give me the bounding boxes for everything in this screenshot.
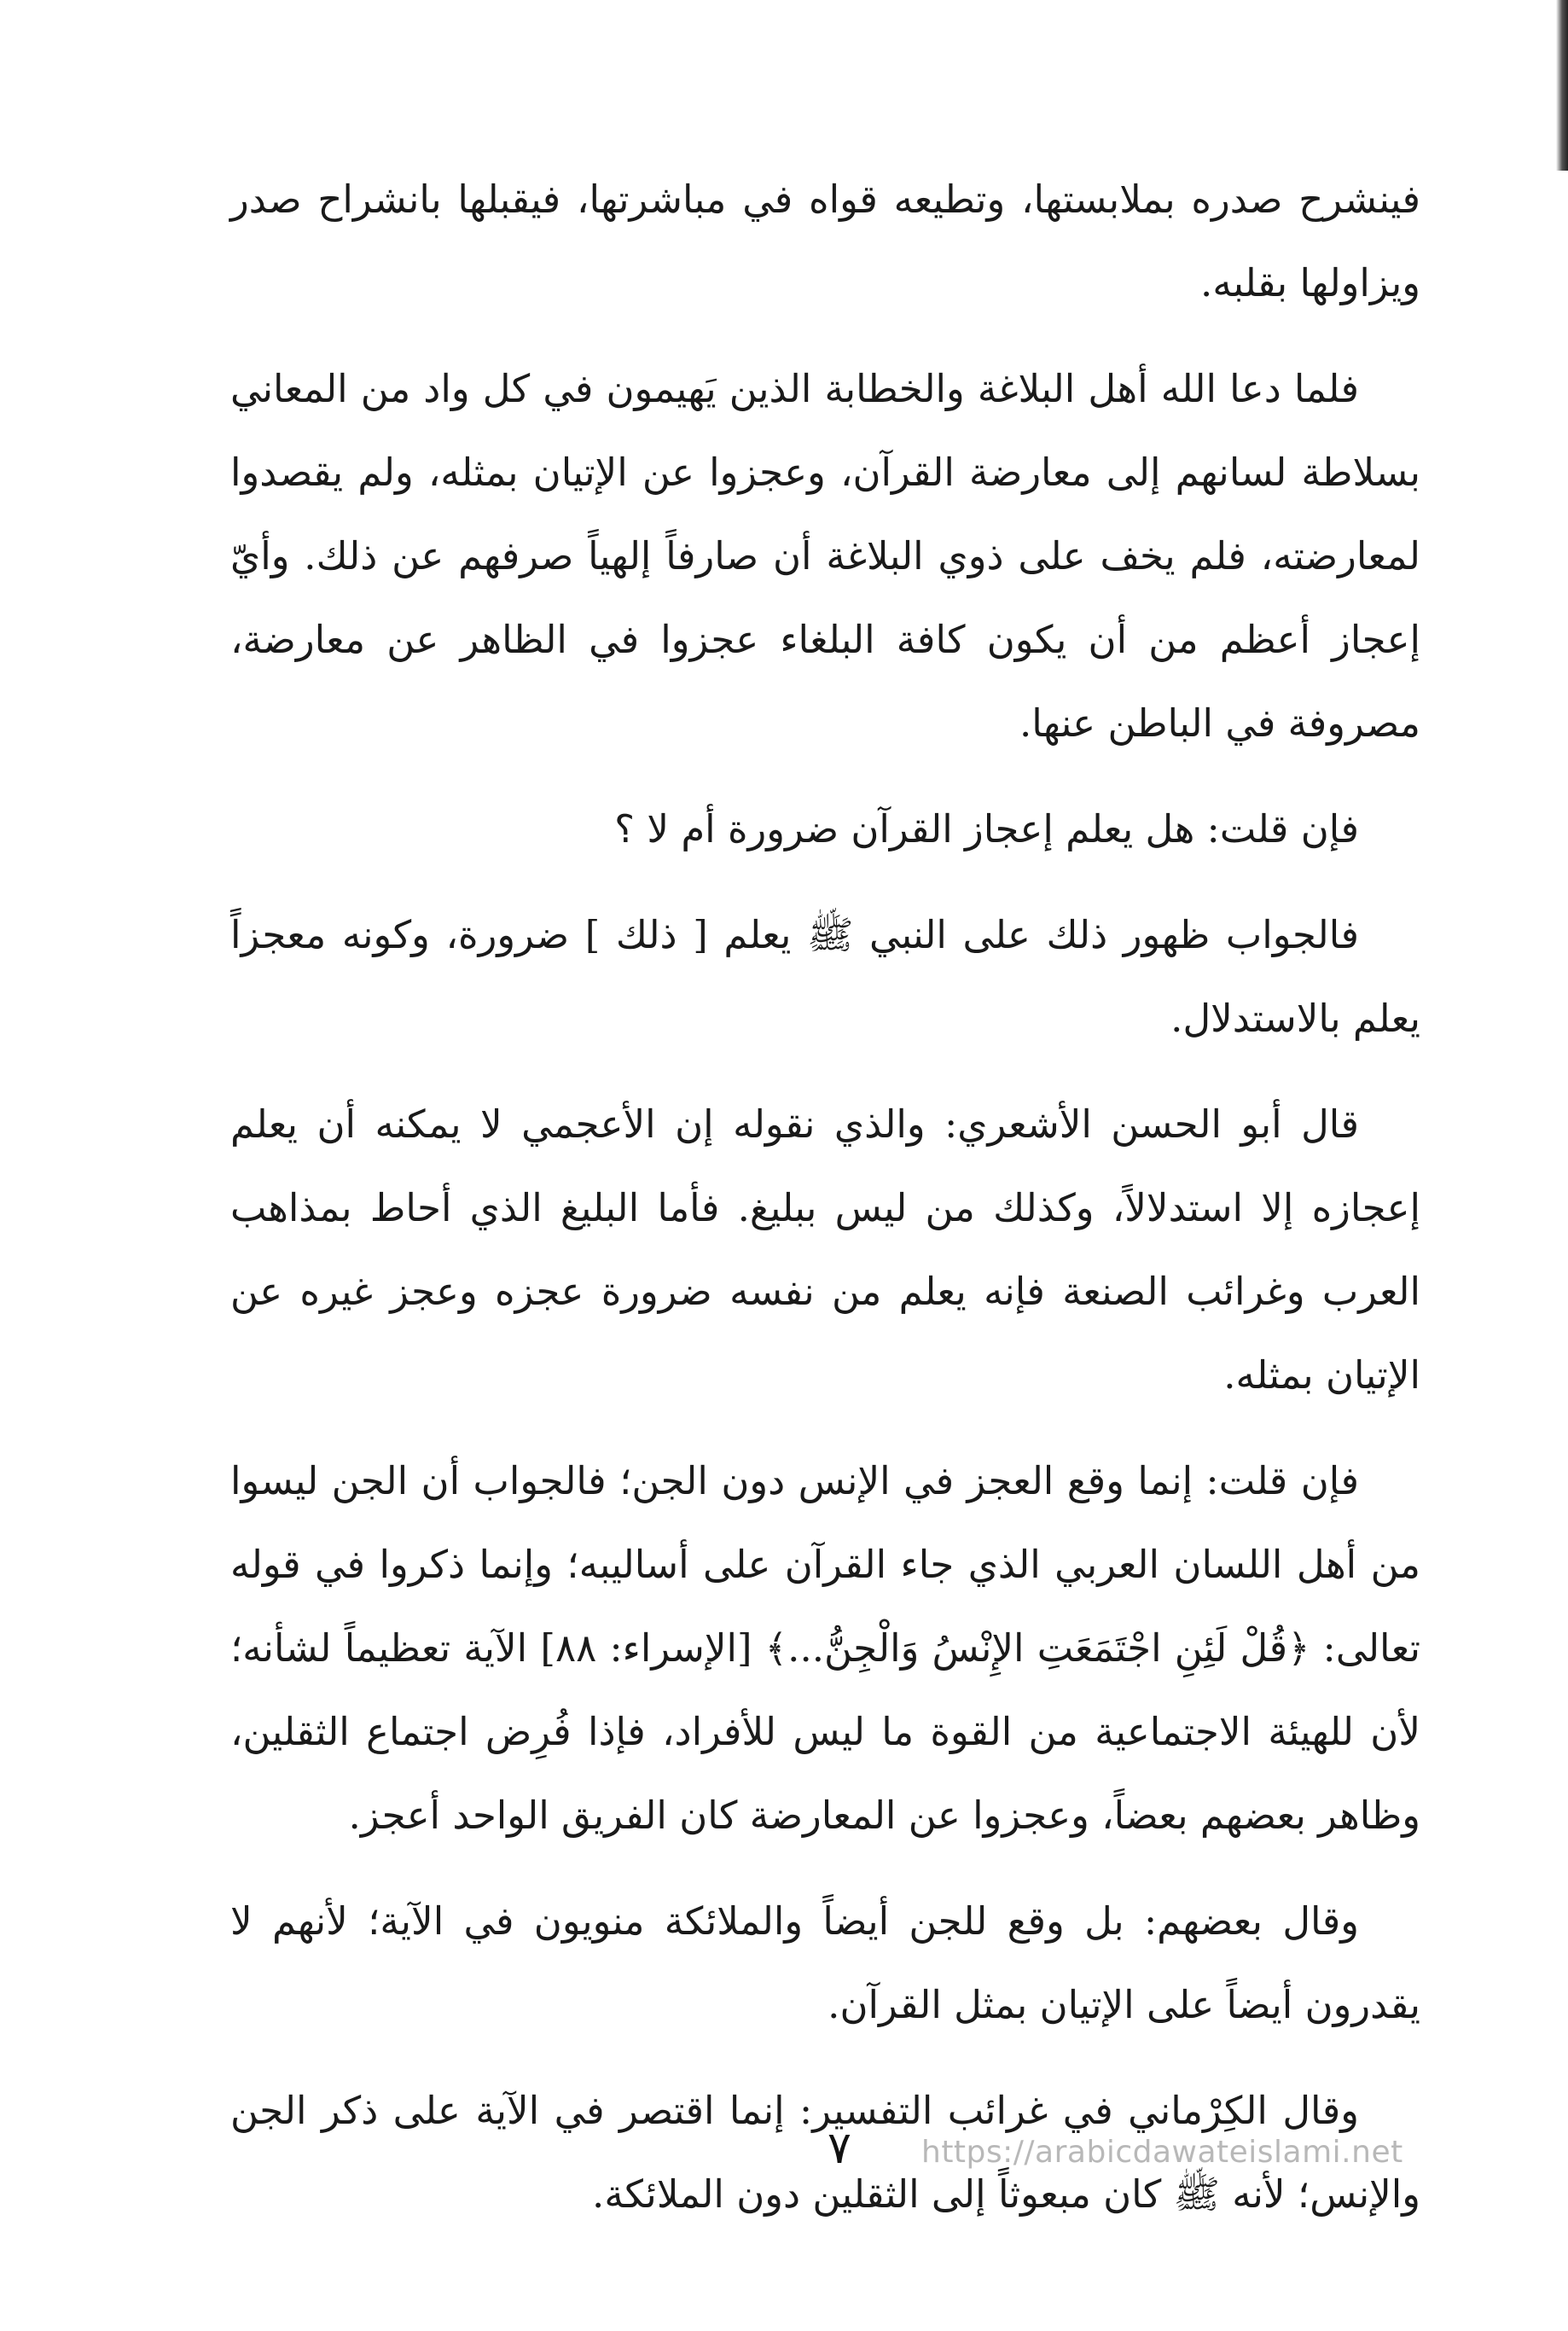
paragraph-8: وقال الكِرْماني في غرائب التفسير: إنما اقتصر في الآية على ذكر الجن والإنس؛ لأنه ﷺ كان مبعوثاً إلى الثقلين دون الملائكة. xyxy=(230,2088,1420,2217)
paragraph-4: فالجواب ظهور ذلك على النبي ﷺ يعلم [ ذلك ] ضرورة، وكونه معجزاً يعلم بالاستدلال. xyxy=(230,912,1420,1041)
watermark-url: https://arabicdawateislami.net xyxy=(921,2135,1403,2170)
paragraph-6: فإن قلت: إنما وقع العجز في الإنس دون الجن؛ فالجواب أن الجن ليسوا من أهل اللسان العربي الذي جاء القرآن على أساليبه؛ وإنما ذكروا في قوله تعالى: ﴿قُلْ لَئِنِ اجْتَمَعَتِ الإِنْسُ وَالْجِنُّ...﴾ [الإسراء: ٨٨] الآية تعظيماً لشأنه؛ لأن للهيئة الاجتماعية من القوة ما ليس للأفراد، فإذا فُرِض اجتماع الثقلين، وظاهر بعضهم بعضاً، وعجزوا عن المعارضة كان الفريق الواحد أعجز. xyxy=(230,1458,1421,1838)
paragraph-2: فلما دعا الله أهل البلاغة والخطابة الذين يَهيمون في كل واد من المعاني بسلاطة لسانهم إلى معارضة القرآن، وعجزوا عن الإتيان بمثله، ولم يقصدوا لمعارضته، فلم يخف على ذوي البلاغة أن صارفاً إلهياً صرفهم عن ذلك. وأيّ إعجاز أعظم من أن يكون كافة البلغاء عجزوا في الظاهر عن معارضة، مصروفة في الباطن عنها. xyxy=(230,366,1420,746)
page-number: ٧ xyxy=(828,2123,851,2174)
paragraph-3: فإن قلت: هل يعلم إعجاز القرآن ضرورة أم لا ؟ xyxy=(614,806,1359,852)
page-footer xyxy=(0,2123,1568,2191)
page-body xyxy=(230,158,1420,2258)
paragraph-5: قال أبو الحسن الأشعري: والذي نقوله إن الأعجمي لا يمكنه أن يعلم إعجازه إلا استدلالاً، وكذلك من ليس ببليغ. فأما البليغ الذي أحاط بمذاهب العرب وغرائب الصنعة فإنه يعلم من نفسه ضرورة عجزه وعجز غيره عن الإتيان بمثله. xyxy=(230,1102,1420,1398)
scan-edge-shadow xyxy=(1556,0,1568,171)
paragraph-7: وقال بعضهم: بل وقع للجن أيضاً والملائكة منويون في الآية؛ لأنهم لا يقدرون أيضاً على الإتيان بمثل القرآن. xyxy=(230,1898,1420,2027)
paragraph-1: فينشرح صدره بملابستها، وتطيعه قواه في مباشرتها، فيقبلها بانشراح صدر ويزاولها بقلبه. xyxy=(230,177,1420,305)
